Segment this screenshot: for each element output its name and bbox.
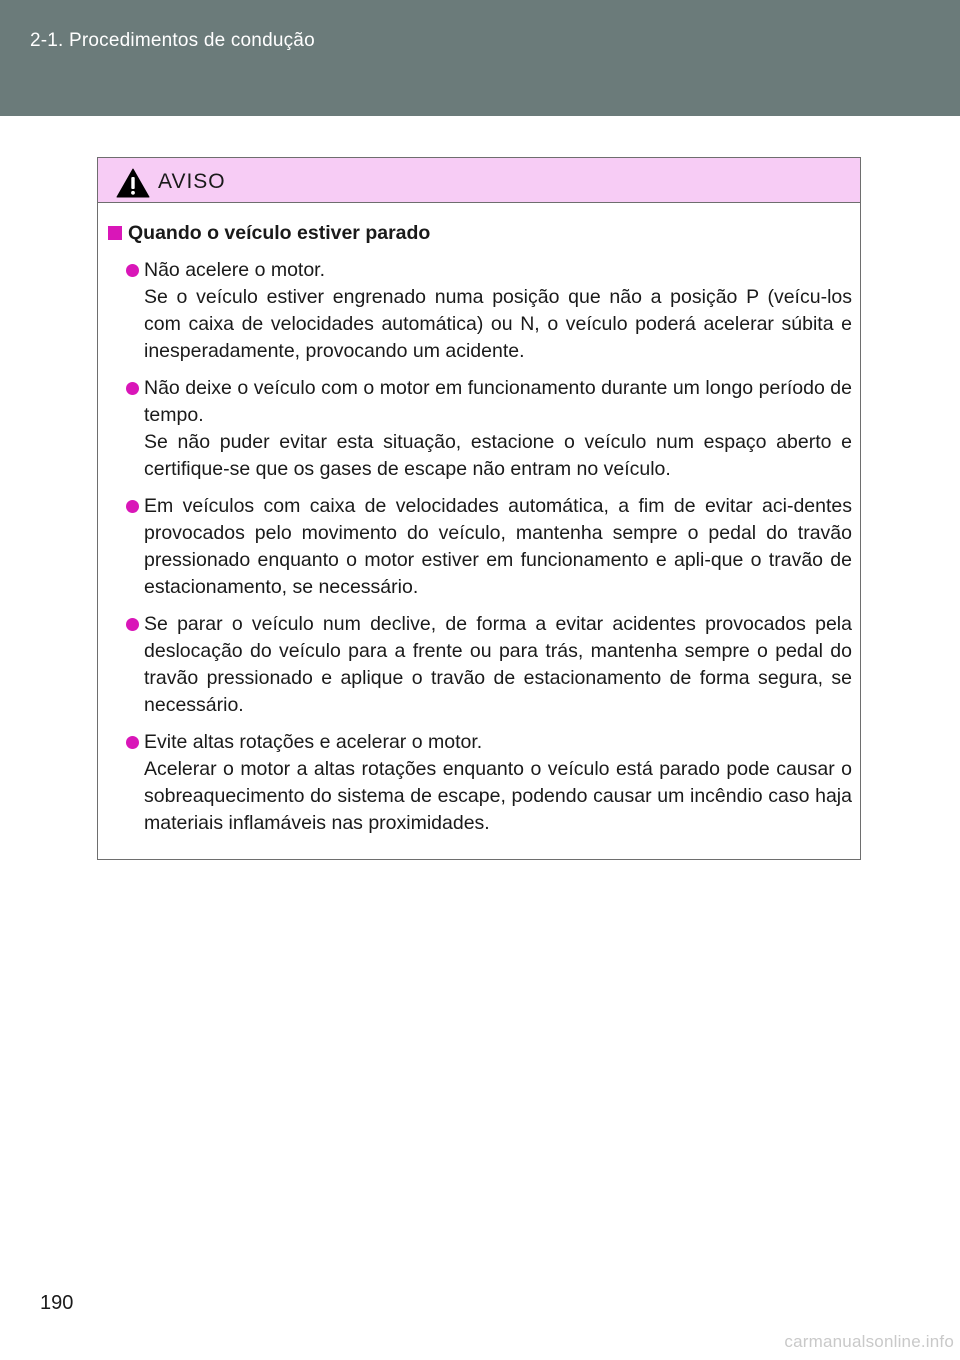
list-item bbox=[108, 375, 852, 483]
section-header-band bbox=[0, 0, 960, 116]
list-item-text: Em veículos com caixa de velocidades automática, a fim de evitar aci-dentes provocados pelo movimento do veículo, mantenha sempre o pedal do travão pressionado enquanto o motor estiver em funcionamento e apli-que o travão de estacionamento, se necessário. bbox=[144, 495, 852, 598]
list-item bbox=[108, 257, 852, 365]
round-bullet-icon bbox=[126, 500, 139, 513]
round-bullet-icon bbox=[126, 264, 139, 277]
square-bullet-icon bbox=[108, 226, 122, 240]
warning-triangle-icon bbox=[116, 168, 150, 198]
round-bullet-icon bbox=[126, 736, 139, 749]
list-item-text: Não deixe o veículo com o motor em funcionamento durante um longo período de tempo. bbox=[144, 377, 852, 426]
list-item-text: Evite altas rotações e acelerar o motor. bbox=[144, 731, 483, 753]
list-item bbox=[108, 493, 852, 601]
list-item-text: Acelerar o motor a altas rotações enquanto o veículo está parado pode causar o sobreaquecimento do sistema de escape, podendo causar um incêndio caso haja materiais inflamáveis nas proximidades. bbox=[144, 758, 852, 834]
watermark: carmanualsonline.info bbox=[784, 1332, 954, 1351]
section-title: 2-1. Procedimentos de condução bbox=[30, 30, 315, 51]
round-bullet-icon bbox=[126, 618, 139, 631]
page-number: 190 bbox=[40, 1292, 74, 1314]
warning-heading bbox=[108, 219, 852, 247]
list-item-text: Se parar o veículo num declive, de forma a evitar acidentes provocados pela deslocação do veículo para a frente ou para trás, mantenha sempre o pedal do travão pressionado e aplique o travão de estacionamento de forma segura, se necessário. bbox=[144, 613, 852, 716]
warning-header bbox=[98, 158, 860, 203]
warning-title: AVISO bbox=[158, 170, 226, 193]
list-item-text: Se não puder evitar esta situação, estacione o veículo num espaço aberto e certifique-se que os gases de escape não entram no veículo. bbox=[144, 431, 852, 480]
warning-box bbox=[97, 157, 861, 860]
warning-heading-text: Quando o veículo estiver parado bbox=[128, 222, 431, 244]
list-item-text: Se o veículo estiver engrenado numa posição que não a posição P (veícu-los com caixa de velocidades automática) ou N, o veículo poderá acelerar súbita e inesperadamente, provocando um acidente. bbox=[144, 286, 852, 362]
warning-body bbox=[98, 203, 860, 837]
list-item bbox=[108, 611, 852, 719]
list-item bbox=[108, 729, 852, 837]
list-item-text: Não acelere o motor. bbox=[144, 259, 326, 281]
round-bullet-icon bbox=[126, 382, 139, 395]
